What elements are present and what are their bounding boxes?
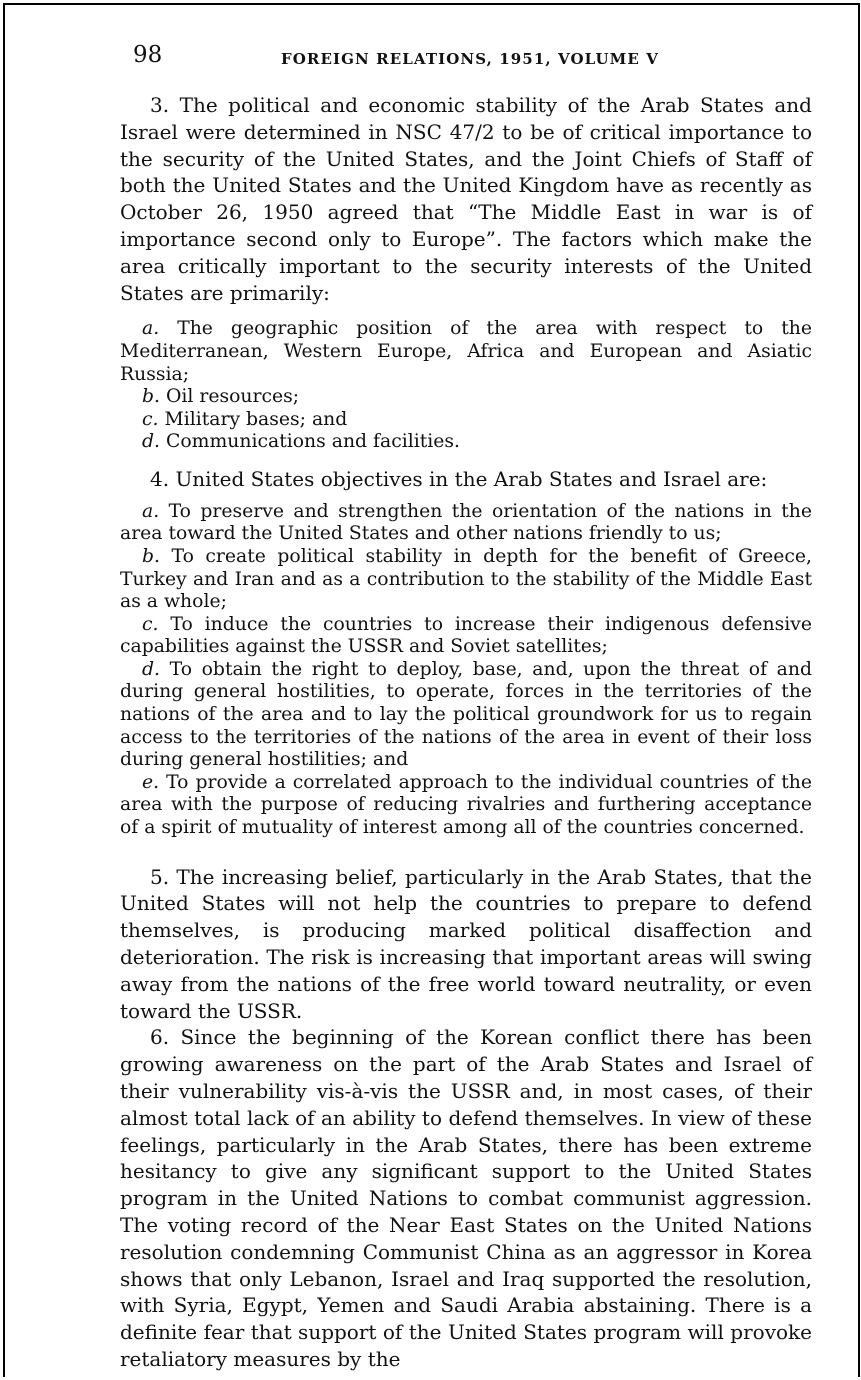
item-text: To obtain the right to deploy, base, and, upon the threat of and during general hostilities, to operate, forces in the territories of the nations of the area and to lay the political groundwork for us to regain access to the territories of the nations of the area in event of their loss during general hostilities; and bbox=[120, 658, 812, 771]
objectives-list bbox=[120, 501, 812, 840]
item-letter: c. bbox=[142, 613, 159, 635]
paragraph-3: 3. The political and economic stability of the Arab States and Israel were determined in NSC 47/2 to be of critical importance to the security of the United States, and the Joint Chiefs of Staff of both the United States and the United Kingdom have as recently as October 26, 1950 agreed that “The Middle East in war is of importance second only to Europe”. The factors which make the area critically important to the security interests of the United States are primarily: bbox=[120, 93, 812, 305]
paragraph-5: 5. The increasing belief, particularly in the Arab States, that the United States will not help the countries to prepare to defend themselves, is producing marked political disaffection and deterioration. The risk is increasing that important areas will swing away from the nations of the free world toward neutrality, or even toward the USSR. bbox=[120, 864, 812, 1023]
list-item bbox=[120, 772, 812, 840]
item-letter: b. bbox=[142, 545, 160, 567]
item-letter: b. bbox=[142, 386, 160, 408]
list-item bbox=[120, 659, 812, 772]
list-item bbox=[120, 546, 812, 614]
item-text: Oil resources; bbox=[165, 386, 300, 408]
item-text: To induce the countries to increase their indigenous defensive capabilities against the USSR and Soviet satellites; bbox=[120, 613, 812, 658]
item-text: To create political stability in depth for the benefit of Greece, Turkey and Iran and as a contribution to the stability of the Middle East as a whole; bbox=[120, 545, 812, 613]
item-letter: d. bbox=[142, 658, 160, 680]
list-item bbox=[120, 318, 812, 386]
item-letter: a. bbox=[142, 500, 160, 522]
item-text: Communications and facilities. bbox=[165, 431, 461, 453]
list-item bbox=[120, 409, 812, 432]
item-letter: c. bbox=[142, 408, 159, 430]
list-item bbox=[120, 501, 812, 546]
item-letter: a. bbox=[142, 318, 160, 340]
page-header bbox=[133, 42, 673, 72]
factors-list bbox=[120, 318, 812, 454]
item-text: To preserve and strengthen the orientation of the nations in the area toward the United States and other nations friendly to us; bbox=[120, 500, 812, 545]
item-text: To provide a correlated approach to the individual countries of the area with the purpose of reducing rivalries and furthering acceptance of a spirit of mutuality of interest among all of the countries concerned. bbox=[120, 771, 812, 839]
paragraph-4: 4. United States objectives in the Arab States and Israel are: bbox=[150, 466, 768, 491]
item-letter: d. bbox=[142, 431, 160, 453]
list-item bbox=[120, 386, 812, 409]
page-number: 98 bbox=[133, 42, 163, 68]
item-text: Military bases; and bbox=[164, 408, 348, 430]
running-title: FOREIGN RELATIONS, 1951, VOLUME V bbox=[281, 50, 659, 68]
list-item bbox=[120, 614, 812, 659]
body-text bbox=[120, 92, 812, 1373]
list-item bbox=[120, 431, 812, 454]
item-letter: e. bbox=[142, 771, 160, 793]
paragraph-6: 6. Since the beginning of the Korean conflict there has been growing awareness on the part of the Arab States and Israel of their vulnerability vis-à-vis the USSR and, in most cases, of their almost total lack of an ability to defend themselves. In view of these feelings, particularly in the Arab States, there has been extreme hesitancy to give any significant support to the United States program in the United Nations to combat communist aggression. The voting record of the Near East States on the United Nations resolution condemning Communist China as an aggressor in Korea shows that only Lebanon, Israel and Iraq supported the resolution, with Syria, Egypt, Yemen and Saudi Arabia abstaining. There is a definite fear that support of the United States program will provoke retaliatory measures by the bbox=[120, 1025, 812, 1371]
item-text: The geographic position of the area with respect to the Mediterranean, Western Europe, Africa and European and Asiatic Russia; bbox=[120, 318, 812, 385]
